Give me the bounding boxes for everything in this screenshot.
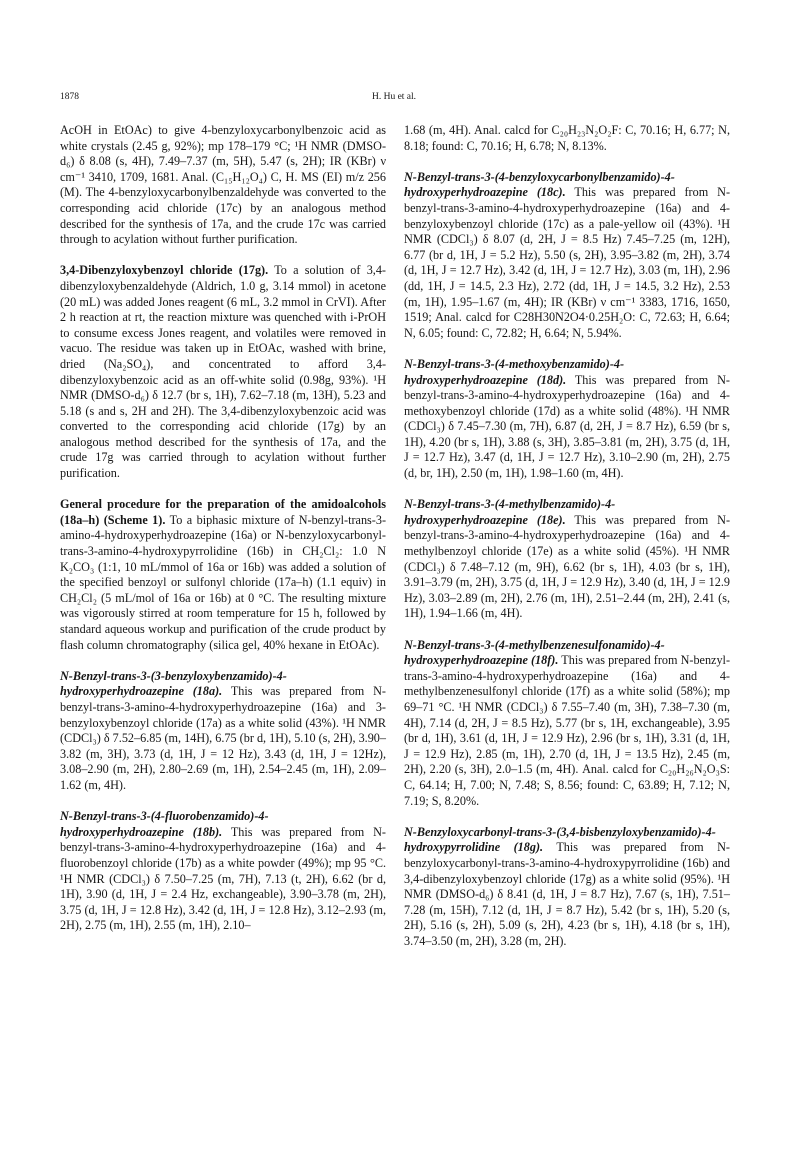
paragraph-text: This was prepared from N-benzyl-trans-3-amino-4-hydroxyperhydroazepine (16a) and 4-benzyloxybenzoyl chloride (17c) as a pale-yellow oil (43%). ¹H NMR (CDCl₃) δ 8.07 (d, 2H, J = 8.5 Hz) 7.45–7.25 (m, 12H), 6.77 (br d, 1H, J = 5.2 Hz), 5.50 (s, 2H), 3.95–3.82 (m, 2H), 3.74 (d, 1H, J = 12.7 Hz), 3.42 (d, 1H, J = 12.7 Hz), 3.03 (m, 1H), 2.96 (dd, 1H, J = 14.5, 2.3 Hz), 2.72 (dd, 1H, J = 14.5, 3.2 Hz), 2.53 (m, 1H), 1.95–1.67 (m, 4H); IR (KBr) ν cm⁻¹ 3383, 1716, 1650, 1519; Anal. calcd for C28H30N2O4·0.25H₂O: C, 72.63; H, 6.64; N, 6.05; found: C, 72.82; H, 6.64; N, 5.94%. — [404, 185, 730, 340]
page-header — [0, 92, 788, 108]
paragraph-text: This was prepared from N-benzyl-trans-3-amino-4-hydroxyperhydroazepine (16a) and 4-methylbenzenesulfonyl chloride (17f) as a white solid (58%); mp 69–71 °C. ¹H NMR (CDCl₃) δ 7.55–7.40 (m, 3H), 7.38–7.30 (m, 4H), 7.14 (d, 2H, J = 8.5 Hz), 5.77 (br s, 1H, exchangeable), 3.95 (br d, 1H), 3.61 (d, 1H, J = 12.9 Hz), 2.96 (br s, 1H), 3.31 (d, 1H, J = 12.9 Hz), 2.85 (m, 1H), 2.70 (d, 1H, J = 13.5 Hz), 2.45 (m, 2H), 2.20 (s, 3H), 2.0–1.5 (m, 4H). Anal. calcd for C₂₀H₂₆N₂O₃S: C, 64.14; H, 7.00; N, 7.48; S, 8.56; found: C, 63.89; H, 7.12; N, 7.19; S, 8.20%. — [404, 653, 730, 808]
left-column — [60, 123, 386, 949]
paragraph — [60, 263, 386, 481]
paragraph — [60, 497, 386, 653]
paragraph — [404, 123, 730, 154]
paragraph-heading: N-Benzyl-trans-3-(4-methoxybenzamido)-4-hydroxyperhydroazepine (18d). — [404, 356, 625, 387]
running-head: H. Hu et al. — [371, 92, 417, 102]
paragraph-heading: General procedure for the preparation of the amidoalcohols (18a–h) (Scheme 1). — [60, 497, 386, 527]
paragraph — [404, 357, 730, 482]
paragraph-heading: N-Benzyl-trans-3-(3-benzyloxybenzamido)-4-hydroxyperhydroazepine (18a). — [60, 668, 287, 699]
paragraph-heading: N-Benzyloxycarbonyl-trans-3-(3,4-bisbenzyloxybenzamido)-4-hydroxypyrrolidine (18g). — [404, 824, 716, 855]
paragraph-text: This was prepared from N-benzyloxycarbonyl-trans-3-amino-4-hydroxypyrrolidine (16b) and 3,4-dibenzyloxybenzoyl chloride (17g) as a white solid (95%). ¹H NMR (DMSO-d₆) δ 8.41 (d, 1H, J = 8.7 Hz), 7.67 (s, 1H), 7.51–7.28 (m, 15H), 7.12 (d, 1H, J = 8.7 Hz), 5.42 (br s, 1H), 5.20 (s, 2H), 5.16 (s, 2H), 5.09 (s, 2H), 4.23 (br s, 1H), 4.18 (br s, 1H), 3.74–3.50 (m, 2H), 3.28 (m, 2H). — [404, 840, 730, 948]
paragraph — [404, 825, 730, 950]
paragraph-heading: N-Benzyl-trans-3-(4-fluorobenzamido)-4-hydroxyperhydroazepine (18b). — [60, 809, 269, 839]
paragraph-text: To a solution of 3,4-dibenzyloxybenzaldehyde (Aldrich, 1.0 g, 3.14 mmol) in acetone (20 mL) was added Jones reagent (6 mL, 3.2 mmol in CrVI). After 2 h reaction at rt, the reaction mixture was quenched with i-PrOH to consume excess Jones reagent, and volatiles were removed in vacuo. The residue was taken up in EtOAc, washed with brine, dried (Na₂SO₄), and concentrated to afford 3,4-dibenzyloxybenzoic acid as an off-white solid (0.98g, 93%). ¹H NMR (DMSO-d₆) δ 12.7 (br s, 1H), 7.62–7.18 (m, 13H), 5.23 and 5.18 (s and s, 2H and 2H). The 3,4-dibenzyloxybenzoic acid was converted to the corresponding acid chloride (17g) by an analogous method described for the synthesis of 17a, and the crude 17g was carried through to acylation without further purification. — [60, 263, 386, 481]
right-column — [404, 123, 730, 965]
paragraph — [60, 669, 386, 794]
paragraph-heading: 3,4-Dibenzyloxybenzoyl chloride (17g). — [60, 263, 269, 278]
paragraph-text: To a biphasic mixture of N-benzyl-trans-3-amino-4-hydroxyperhydroazepine (16a) or N-benzyloxycarbonyl-trans-3-amino-4-hydroxypyrrolidine (16b) in CH₂Cl₂: 1.0 N K₂CO₃ (1:1, 10 mL/mmol of 16a or 16b) was added a solution of the specified benzoyl or sulfonyl chloride (17a–h) (1.1 equiv) in CH₂Cl₂ (5 mL/mol of 16a or 16b) at 0 °C. The resulting mixture was vigorously stirred at room temperature for 15 h, followed by standard aqueous workup and purification of the crude product by flash column chromatography (silica gel, 40% hexane in EtOAc). — [60, 512, 387, 652]
paragraph — [404, 497, 730, 622]
paragraph-text: This was prepared from N-benzyl-trans-3-amino-4-hydroxyperhydroazepine (16a) and 3-benzyloxybenzoyl chloride (17a) as a white solid (43%). ¹H NMR (CDCl₃) δ 7.52–6.85 (m, 14H), 6.75 (br d, 1H), 5.10 (s, 2H), 3.90–3.82 (m, 3H), 3.73 (d, 1H, J = 12 Hz), 3.43 (d, 1H, J = 12Hz), 3.08–2.90 (m, 2H), 2.80–2.69 (m, 1H), 2.54–2.45 (m, 1H), 2.09–1.62 (m, 4H). — [60, 684, 386, 792]
paragraph-text: This was prepared from N-benzyl-trans-3-amino-4-hydroxyperhydroazepine (16a) and 4-methylbenzoyl chloride (17e) as a white solid (45%). ¹H NMR (CDCl₃) δ 7.48–7.12 (m, 9H), 6.62 (br s, 1H), 4.03 (br s, 1H), 3.91–3.79 (m, 2H), 3.75 (d, 1H, J = 12.9 Hz), 3.40 (d, 1H, J = 12.9 Hz), 3.03–2.89 (m, 2H), 2.76 (m, 1H), 2.51–2.44 (m, 2H), 2.41 (s, 1H), 1.94–1.66 (m, 4H). — [404, 512, 730, 621]
paragraph-heading: N-Benzyl-trans-3-(4-methylbenzamido)-4-hydroxyperhydroazepine (18e). — [404, 497, 616, 527]
paragraph — [60, 809, 386, 934]
paragraph-text: This was prepared from N-benzyl-trans-3-amino-4-hydroxyperhydroazepine (16a) and 4-methoxybenzoyl chloride (17d) as a white solid (48%). ¹H NMR (CDCl₃) δ 7.45–7.30 (m, 7H), 6.87 (d, 2H, J = 8.7 Hz), 6.59 (br s, 1H), 4.20 (br s, 1H), 3.88 (s, 3H), 3.85–3.81 (m, 2H), 3.75 (d, 1H, J = 12.7 Hz), 3.47 (d, 1H, J = 12.7 Hz), 3.10–2.90 (m, 2H), 2.75 (d, br, 1H), 2.50 (m, 1H), 1.98–1.60 (m, 4H). — [404, 372, 730, 481]
page-number: 1878 — [60, 92, 79, 102]
paragraph — [404, 638, 730, 810]
paragraph — [404, 170, 730, 342]
paragraph-text: 1.68 (m, 4H). Anal. calcd for C₂₀H₂₃N₂O₂F: C, 70.16; H, 6.77; N, 8.18; found: C, 70.16; H, 6.78; N, 8.13%. — [404, 123, 730, 153]
paragraph-heading: N-Benzyl-trans-3-(4-benzyloxycarbonylbenzamido)-4-hydroxyperhydroazepine (18c). — [404, 169, 675, 200]
paragraph-text: This was prepared from N-benzyl-trans-3-amino-4-hydroxyperhydroazepine (16a) and 4-fluorobenzoyl chloride (17b) as a white powder (49%); mp 95 °C. ¹H NMR (CDCl₃) δ 7.50–7.25 (m, 7H), 7.13 (t, 2H), 6.62 (br d, 1H), 3.90 (d, 1H, J = 2.4 Hz, exchangeable), 3.90–3.78 (m, 2H), 3.75 (d, 1H, J = 12.8 Hz), 3.42 (d, 1H, J = 12.8 Hz), 3.12–2.93 (m, 2H), 2.75 (m, 1H), 2.55 (m, 1H), 2.10– — [60, 824, 386, 933]
paragraph — [60, 123, 386, 248]
paragraph-text: AcOH in EtOAc) to give 4-benzyloxycarbonylbenzoic acid as white crystals (2.45 g, 92%); mp 178–179 °C; ¹H NMR (DMSO-d₆) δ 8.08 (s, 4H), 7.49–7.37 (m, 5H), 5.47 (s, 2H); IR (KBr) ν cm⁻¹ 3410, 1709, 1681. Anal. (C₁₅H₁₂O₄) C, H. MS (EI) m/z 256 (M). The 4-benzyloxycarbonylbenzaldehyde was converted to the corresponding acid chloride (17c) by an analogous method described for the synthesis of 17a, and the crude 17c was carried through to acylation without further purification. — [60, 123, 386, 247]
paragraph-heading: N-Benzyl-trans-3-(4-methylbenzenesulfonamido)-4-hydroxyperhydroazepine (18f). — [404, 637, 665, 668]
